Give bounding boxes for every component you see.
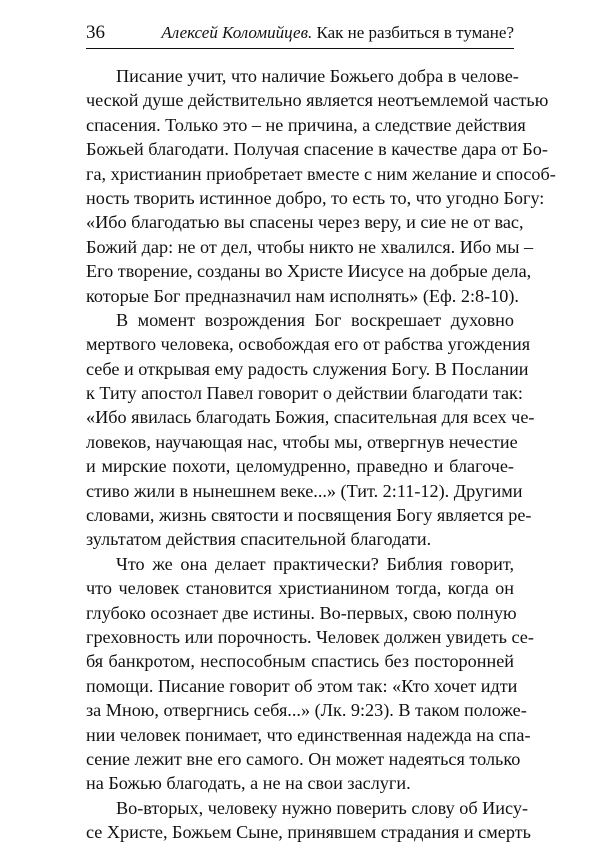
text-line: Его творение, созданы во Христе Иисусе на добрые дела, <box>86 261 532 282</box>
text-line: Божий дар: не от дел, чтобы никто не хвалился. Ибо мы – <box>86 236 534 257</box>
text-line: Что же она делает практически? Библия говорит, <box>116 553 514 574</box>
text-line: Писание учит, что наличие Божьего добра в челове- <box>116 66 519 86</box>
page-number: 36 <box>86 22 105 43</box>
text-line: помощи. Писание говорит об этом так: «Кто хочет идти <box>86 675 518 696</box>
text-line: се Христе, Божьем Сыне, принявшем страдания и смерть <box>86 822 531 843</box>
text-line: на Божью благодать, а не на свои заслуги. <box>86 773 411 794</box>
text-line: глубоко осознает две истины. Во-первых, свою полную <box>86 602 517 623</box>
text-line: которые Бог предназначил нам исполнять» (Еф. 2:8-10). <box>86 285 519 306</box>
text-line: зультатом действия спасительной благодати. <box>86 529 432 550</box>
page-header <box>86 22 514 44</box>
text-line: спасения. Только это – не причина, а следствие действия <box>86 114 526 135</box>
text-line: к Титу апостол Павел говорит о действии благодати так: <box>86 383 523 404</box>
text-line: га, христианин приобретает вместе с ним желание и способ- <box>86 163 556 184</box>
text-line: и мирские похоти, целомудренно, праведно и благоче- <box>86 456 514 477</box>
text-line: В момент возрождения Бог воскрешает духовно <box>116 309 514 330</box>
text-line: Божьей благодати. Получая спасение в качестве дара от Бо- <box>86 139 548 160</box>
running-head-author: Алексей Коломийцев. <box>161 23 313 42</box>
body-text <box>86 64 556 845</box>
text-line: ность творить истинное добро, то есть то, что угодно Богу: <box>86 187 545 208</box>
text-line: мертвого человека, освобождая его от рабства угождения <box>86 334 531 355</box>
header-rule <box>86 48 514 49</box>
text-line: себе и открывая ему радость служения Богу. В Послании <box>86 358 529 379</box>
text-line: что человек становится христианином тогда, когда он <box>86 578 514 599</box>
text-line: греховность или порочность. Человек должен увидеть се- <box>86 626 534 647</box>
text-line: ческой душе действительно является неотъемлемой частью <box>86 90 549 111</box>
text-line: словами, жизнь святости и посвящения Богу является ре- <box>86 505 532 526</box>
text-line: «Ибо явилась благодать Божия, спасительная для всех че- <box>86 407 535 428</box>
text-line: стиво жили в нынешнем веке...» (Тит. 2:11-12). Другими <box>86 480 523 501</box>
text-line: за Мною, отвергнись себя...» (Лк. 9:23). В таком положе- <box>86 700 527 721</box>
text-line: сение лежит вне его самого. Он может надеяться только <box>86 748 521 769</box>
text-line: Во-вторых, человеку нужно поверить слову об Иису- <box>116 797 528 818</box>
text-line: ловеков, научающая нас, чтобы мы, отвергнув нечестие <box>86 431 518 452</box>
running-head-title: Как не разбиться в тумане? <box>316 23 514 42</box>
running-head <box>161 22 514 44</box>
text-line: «Ибо благодатью вы спасены через веру, и сие не от вас, <box>86 212 524 233</box>
text-line: бя банкротом, неспособным спастись без посторонней <box>86 651 514 672</box>
text-line: нии человек понимает, что единственная надежда на спа- <box>86 724 531 745</box>
